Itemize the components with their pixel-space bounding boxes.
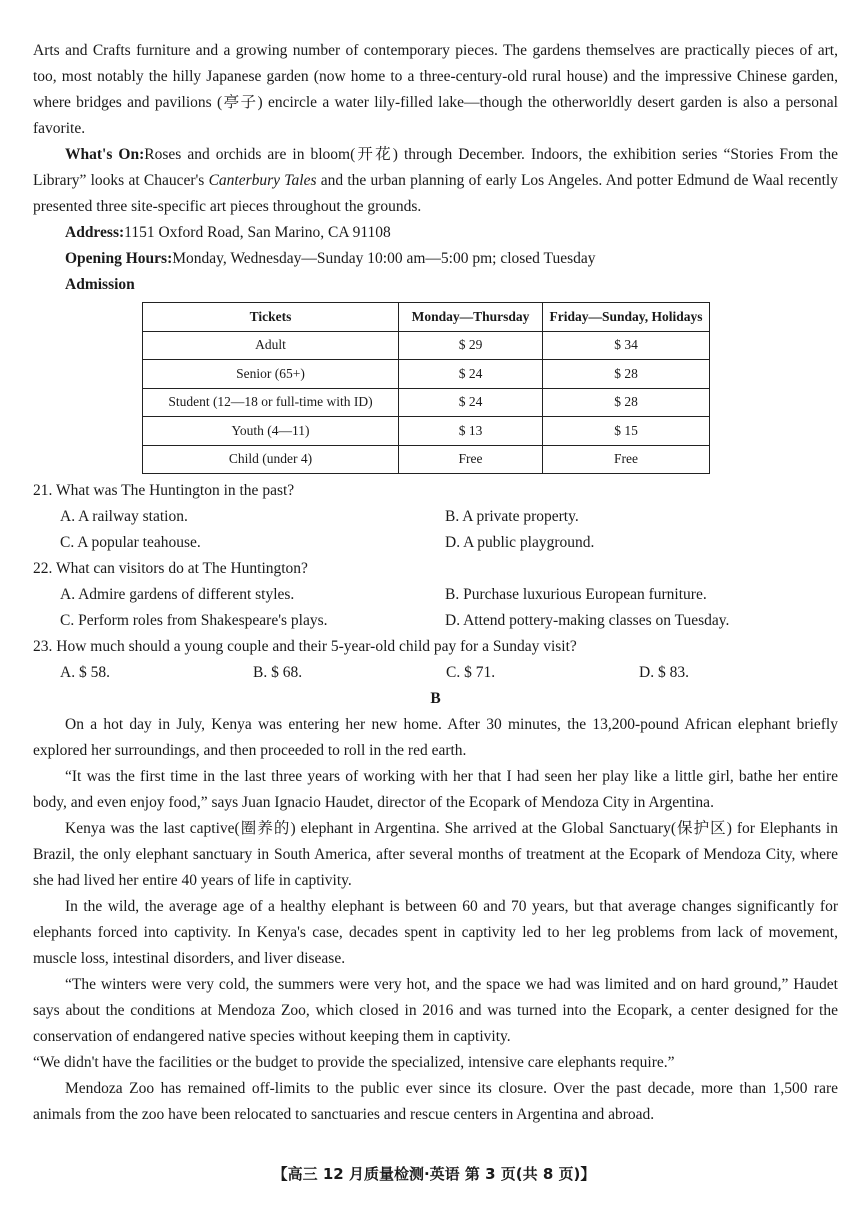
table-cell: $ 28 [543, 360, 710, 389]
question-21-options-row [33, 504, 838, 530]
passage-b-paragraph: Kenya was the last captive(圈养的) elephant in Argentina. She arrived at the Global Sanctuary(保护区) for Elephants in Brazil, the only elephant sanctuary in South America, after several months of treatment at the Ecopark of Mendoza City, where she had lived her entire 40 years of life in captivity. [33, 820, 838, 889]
address-value: 1151 Oxford Road, San Marino, CA 91108 [124, 224, 391, 241]
whats-on-text-1: Roses and orchids are in bloom(开花) through December. Indoors, the exhibition series “Stories From the Library” looks at Chaucer's [33, 146, 838, 189]
hours-label: Opening Hours: [65, 250, 173, 267]
hours-line [33, 246, 838, 272]
hours-value: Monday, Wednesday—Sunday 10:00 am—5:00 pm; closed Tuesday [172, 250, 596, 267]
option-c[interactable]: C. A popular teahouse. [60, 534, 201, 551]
table-cell: $ 13 [399, 417, 543, 446]
option-a[interactable]: A. Admire gardens of different styles. [60, 586, 295, 603]
table-header-cell: Friday—Sunday, Holidays [543, 303, 710, 332]
table-cell: Free [543, 445, 710, 474]
table-row [143, 445, 710, 474]
question-23-stem: 23. How much should a young couple and their 5-year-old child pay for a Sunday visit? [33, 638, 577, 655]
option-c[interactable]: C. Perform roles from Shakespeare's plays. [60, 612, 328, 629]
question-21-options-row [33, 530, 838, 556]
table-row [143, 388, 710, 417]
table-cell: Youth (4—11) [143, 417, 399, 446]
table-header-row [143, 303, 710, 332]
page-footer: 【高三 12 月质量检测·英语 第 3 页(共 8 页)】 [272, 1165, 596, 1183]
address-label: Address: [65, 224, 125, 241]
table-cell: $ 29 [399, 331, 543, 360]
admission-table [142, 302, 710, 474]
table-row [143, 417, 710, 446]
question-22-options-row [33, 608, 838, 634]
table-cell: Adult [143, 331, 399, 360]
passage-b-quote-continuation: “We didn't have the facilities or the budget to provide the specialized, intensive care elephants require.” [33, 1054, 675, 1071]
passage-b-paragraph: Mendoza Zoo has remained off-limits to the public ever since its closure. Over the past decade, more than 1,500 rare animals from the zoo have been relocated to sanctuaries and rescue centers in Argentina and abroad. [33, 1080, 838, 1123]
question-22-options-row [33, 582, 838, 608]
whats-on-label: What's On: [65, 146, 145, 163]
table-cell: Free [399, 445, 543, 474]
table-header-cell: Tickets [143, 303, 399, 332]
option-b[interactable]: B. $ 68. [253, 664, 303, 681]
document-page [33, 38, 838, 1128]
passage-b-paragraph: “The winters were very cold, the summers were very hot, and the space we had was limited and on hard ground,” Haudet says about the conditions at Mendoza Zoo, which closed in 2016 and was turned into the Ecopark, a center designed for the conservation of endangered native species without keeping them in captivity. [33, 976, 838, 1045]
table-row [143, 360, 710, 389]
question-22-stem: 22. What can visitors do at The Huntington? [33, 560, 308, 577]
address-line [33, 220, 838, 246]
table-row [143, 331, 710, 360]
option-d[interactable]: D. Attend pottery-making classes on Tuesday. [445, 612, 730, 629]
option-b[interactable]: B. A private property. [445, 508, 579, 525]
whats-on-title: Canterbury Tales [208, 172, 317, 189]
question-23-options-row [33, 660, 838, 686]
table-cell: Child (under 4) [143, 445, 399, 474]
table-cell: $ 24 [399, 388, 543, 417]
table-cell: $ 28 [543, 388, 710, 417]
passage-b-paragraph: “It was the first time in the last three years of working with her that I had seen her play like a little girl, bathe her entire body, and even enjoy food,” says Juan Ignacio Haudet, director of the Ecopark of Mendoza City in Argentina. [33, 768, 838, 811]
option-b[interactable]: B. Purchase luxurious European furniture. [445, 586, 707, 603]
table-cell: $ 15 [543, 417, 710, 446]
passage-b-paragraph: In the wild, the average age of a healthy elephant is between 60 and 70 years, but that average changes significantly for elephants forced into captivity. In Kenya's case, decades spent in captivity led to her leg problems from lack of movement, muscle loss, intestinal disorders, and liver disease. [33, 898, 838, 967]
option-d[interactable]: D. $ 83. [639, 664, 689, 681]
option-d[interactable]: D. A public playground. [445, 534, 595, 551]
passage-b-paragraph: On a hot day in July, Kenya was entering her new home. After 30 minutes, the 13,200-pound African elephant briefly explored her surroundings, and then proceeded to roll in the red earth. [33, 716, 838, 759]
option-a[interactable]: A. $ 58. [60, 664, 110, 681]
table-header-cell: Monday—Thursday [399, 303, 543, 332]
table-cell: $ 34 [543, 331, 710, 360]
intro-paragraph: Arts and Crafts furniture and a growing number of contemporary pieces. The gardens themselves are practically pieces of art, too, most notably the hilly Japanese garden (now home to a three-century-old rural house) and the impressive Chinese garden, where bridges and pavilions (亭子) encircle a water lily-filled lake—though the otherworldly desert garden is also a personal favorite. [33, 42, 838, 137]
table-cell: Senior (65+) [143, 360, 399, 389]
option-c[interactable]: C. $ 71. [446, 664, 496, 681]
admission-label: Admission [65, 276, 135, 293]
whats-on-text-2: and the urban planning of early Los Angeles. And potter Edmund de Waal recently presented three site-specific art pieces throughout the grounds. [33, 172, 838, 215]
option-a[interactable]: A. A railway station. [60, 508, 188, 525]
section-b-heading: B [430, 690, 441, 707]
question-21-stem: 21. What was The Huntington in the past? [33, 482, 295, 499]
table-cell: $ 24 [399, 360, 543, 389]
table-cell: Student (12—18 or full-time with ID) [143, 388, 399, 417]
whats-on-paragraph [33, 142, 838, 220]
